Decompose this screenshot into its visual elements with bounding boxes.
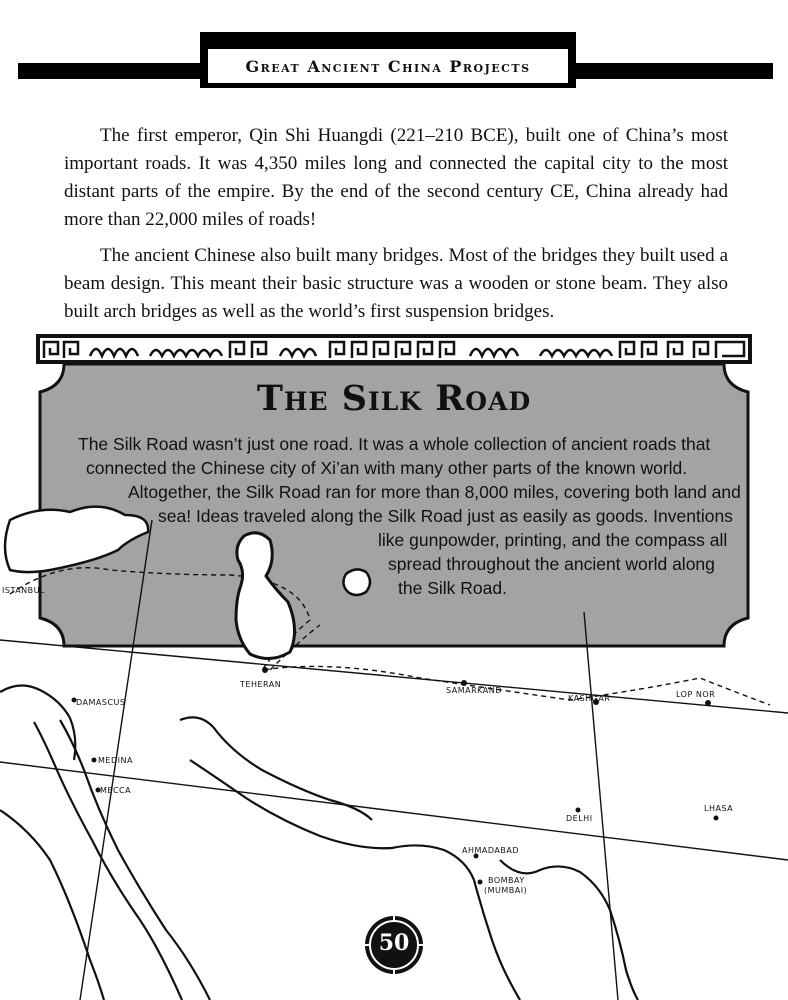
map-label-samarkand: SAMARKAND — [446, 686, 502, 695]
map-label-mecca: MECCA — [100, 786, 132, 795]
map-label-damascus: DAMASCUS — [76, 698, 126, 707]
sidebar-line-2: connected the Chinese city of Xi’an with many other parts of the known world. — [86, 458, 688, 478]
sidebar-line-4: sea! Ideas traveled along the Silk Road just as easily as goods. Inventions — [158, 506, 733, 526]
sidebar-line-7: the Silk Road. — [398, 578, 507, 598]
sidebar-title: The Silk Road — [256, 378, 532, 419]
sidebar-line-6: spread throughout the ancient world along — [388, 554, 715, 574]
map-label-mumbai: (MUMBAI) — [484, 886, 528, 895]
page-number: 50 — [378, 930, 410, 956]
sidebar-line-5: like gunpowder, printing, and the compass all — [378, 530, 728, 550]
map-label-bombay: BOMBAY — [488, 876, 525, 885]
paragraph-2: The ancient Chinese also built many bridges. Most of the bridges they built used a beam design. This meant their basic structure was a wooden or stone beam. They also built arch bridges as well as the world’s first suspension bridges. — [64, 245, 728, 322]
sidebar-line-3: Altogether, the Silk Road ran for more than 8,000 miles, covering both land and — [128, 482, 741, 502]
map-label-kashgar: KASHGAR — [568, 694, 611, 703]
map-label-tehran: TEHERAN — [240, 680, 282, 689]
aral-sea — [343, 569, 370, 595]
ornament-band — [36, 334, 752, 364]
paragraph-1: The first emperor, Qin Shi Huangdi (221–210 BCE), built one of China’s most important roads. It was 4,350 miles long and connected the capital city to the most distant parts of the empire. By the end of the second century CE, China already had more than 22,000 miles of roads! — [64, 125, 728, 230]
sidebar-line-1: The Silk Road wasn’t just one road. It was a whole collection of ancient roads that — [78, 434, 711, 454]
coastlines — [0, 685, 638, 1000]
map-label-lop-nor: LOP NOR — [676, 690, 716, 699]
map-label-lhasa: LHASA — [704, 804, 734, 813]
map-label-ahmadabad: AHMADABAD — [462, 846, 519, 855]
map-label-istanbul: ISTANBUL — [2, 586, 45, 595]
running-head: Great Ancient China Projects — [245, 56, 531, 76]
city-dots — [72, 667, 719, 885]
map-label-medina: MEDINA — [98, 756, 133, 765]
map-label-delhi: DELHI — [566, 814, 593, 823]
